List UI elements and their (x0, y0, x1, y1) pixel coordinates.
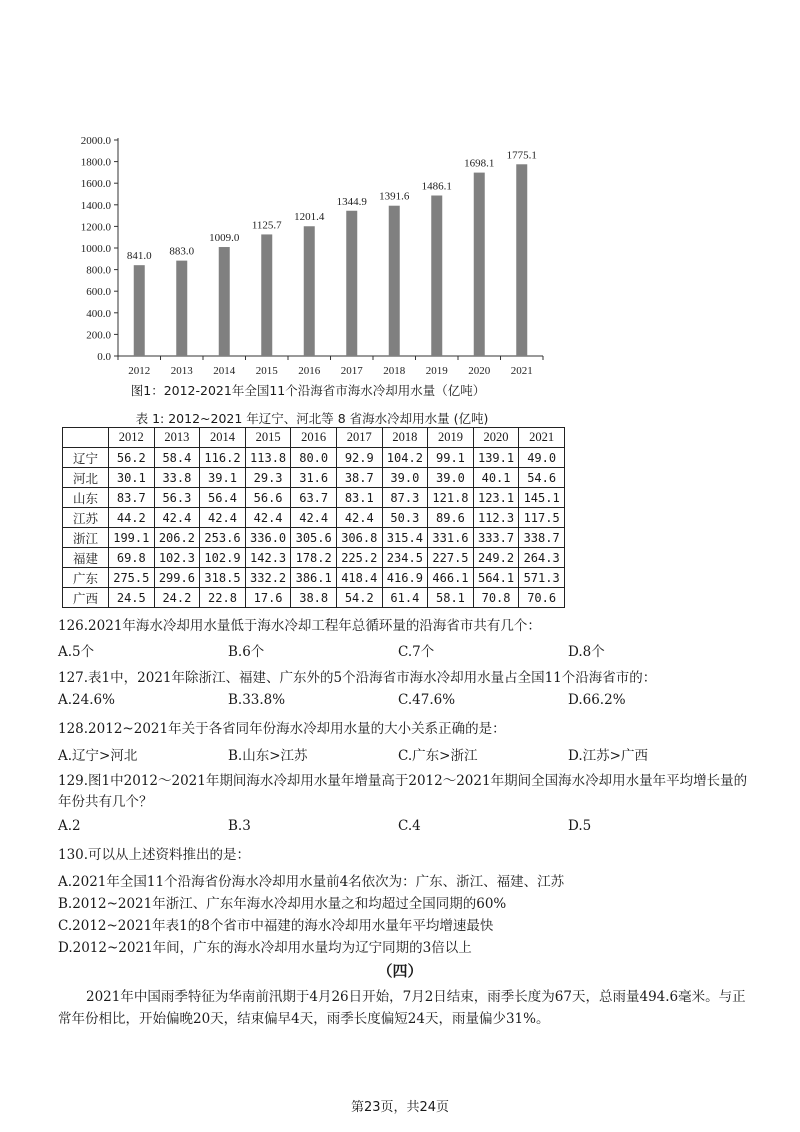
table-cell: 61.4 (382, 588, 428, 608)
table-row-province: 江苏 (63, 508, 109, 528)
option-a: A.辽宁>河北 (58, 748, 138, 764)
table-cell: 145.1 (519, 488, 565, 508)
chart-bars (127, 149, 537, 356)
table-cell: 89.6 (428, 508, 474, 528)
option-d: D.66.2% (568, 692, 626, 708)
table-row (63, 588, 565, 608)
table-header-year: 2018 (382, 428, 428, 448)
bar-value-label: 1775.1 (506, 149, 537, 162)
y-tick-label: 1800.0 (80, 156, 111, 169)
table-cell: 253.6 (200, 528, 246, 548)
table-row (63, 468, 565, 488)
table-row (63, 488, 565, 508)
table-cell: 113.8 (245, 448, 291, 468)
table-cell: 225.2 (336, 548, 382, 568)
option-c: C.4 (398, 818, 421, 834)
table-cell: 39.0 (428, 468, 474, 488)
question-127: 127.表1中，2021年除浙江、福建、广东外的5个沿海省市海水冷却用水量占全国11个沿海省市的： (58, 670, 657, 686)
table-cell: 564.1 (473, 568, 519, 588)
table-cell: 305.6 (291, 528, 337, 548)
table-cell: 299.6 (154, 568, 200, 588)
bar (516, 164, 527, 356)
bar (304, 226, 315, 356)
table-row-province: 浙江 (63, 528, 109, 548)
table-row-province: 广西 (63, 588, 109, 608)
table-cell: 178.2 (291, 548, 337, 568)
x-tick-label: 2014 (213, 365, 236, 377)
table-cell: 38.7 (336, 468, 382, 488)
table-cell: 416.9 (382, 568, 428, 588)
option-a: A.24.6% (58, 692, 115, 708)
table-row (63, 508, 565, 528)
option-d: D.2012~2021年间，广东的海水冷却用水量均为辽宁同期的3倍以上 (58, 940, 472, 956)
page-footer: 第23页，共24页 (350, 1100, 450, 1115)
table-cell: 92.9 (336, 448, 382, 468)
x-tick-label: 2018 (383, 365, 406, 377)
table-row-province: 福建 (63, 548, 109, 568)
x-tick-label: 2019 (425, 365, 448, 377)
bar-value-label: 1344.9 (336, 195, 367, 208)
table-cell: 56.3 (154, 488, 200, 508)
table-cell: 227.5 (428, 548, 474, 568)
table-header-year: 2012 (109, 428, 155, 448)
bar (389, 206, 400, 356)
question-129: 129.图1中2012～2021年期间海水冷却用水量年增量高于2012～2021年期间全国海水冷却用水量年平均增长量的年份共有几个？ (58, 773, 748, 810)
table-cell: 54.2 (336, 588, 382, 608)
option-a: A.2 (58, 818, 81, 834)
table-cell: 44.2 (109, 508, 155, 528)
question-128-options (58, 744, 748, 762)
table-header-year: 2013 (154, 428, 200, 448)
table-row-province: 山东 (63, 488, 109, 508)
option-d: D.5 (568, 818, 592, 834)
table-cell: 466.1 (428, 568, 474, 588)
table-cell: 24.5 (109, 588, 155, 608)
table-cell: 39.0 (382, 468, 428, 488)
table-cell: 112.3 (473, 508, 519, 528)
table-header-year: 2015 (245, 428, 291, 448)
table-cell: 42.4 (200, 508, 246, 528)
table-header-year: 2017 (336, 428, 382, 448)
table-cell: 206.2 (154, 528, 200, 548)
y-tick-label: 1600.0 (80, 178, 111, 191)
table-title: 表 1: 2012~2021 年辽宁、河北等 8 省海水冷却用水量 (亿吨) (135, 411, 489, 426)
table-cell: 70.6 (519, 588, 565, 608)
table-cell: 418.4 (336, 568, 382, 588)
table-cell: 199.1 (109, 528, 155, 548)
option-c: C.7个 (398, 644, 435, 660)
table-cell: 338.7 (519, 528, 565, 548)
section-paragraph: 2021年中国雨季特征为华南前汛期于4月26日开始，7月2日结束，雨季长度为67天，总雨量494.6毫米。与正常年份相比，开始偏晚20天，结束偏早4天，雨季长度偏短24天，雨量偏少31%。 (58, 989, 746, 1027)
table-cell: 39.1 (200, 468, 246, 488)
table-cell: 83.1 (336, 488, 382, 508)
table-cell: 123.1 (473, 488, 519, 508)
table-cell: 17.6 (245, 588, 291, 608)
table-cell: 56.6 (245, 488, 291, 508)
table-cell: 42.4 (291, 508, 337, 528)
table-row (63, 528, 565, 548)
table-header-year: 2020 (473, 428, 519, 448)
table-row (63, 448, 565, 468)
table-cell: 264.3 (519, 548, 565, 568)
option-b: B.山东>江苏 (228, 748, 308, 764)
table-cell: 333.7 (473, 528, 519, 548)
option-a: A.5个 (58, 644, 95, 660)
table-cell: 99.1 (428, 448, 474, 468)
table-cell: 234.5 (382, 548, 428, 568)
table-cell: 87.3 (382, 488, 428, 508)
table-header-row (63, 428, 565, 448)
table-cell: 56.4 (200, 488, 246, 508)
bar (346, 211, 357, 356)
data-table (62, 427, 565, 608)
bar-value-label: 883.0 (169, 245, 195, 258)
table-header-year: 2021 (519, 428, 565, 448)
table-cell: 70.8 (473, 588, 519, 608)
table-cell: 102.3 (154, 548, 200, 568)
table-cell: 30.1 (109, 468, 155, 488)
x-tick-label: 2012 (128, 365, 151, 377)
table-cell: 63.7 (291, 488, 337, 508)
chart-caption: 图1：2012-2021年全国11个沿海省市海水冷却用水量（亿吨） (130, 383, 486, 398)
table-cell: 69.8 (109, 548, 155, 568)
table-cell: 31.6 (291, 468, 337, 488)
table-cell: 104.2 (382, 448, 428, 468)
table-row (63, 548, 565, 568)
bar (176, 261, 187, 356)
option-b: B.2012~2021年浙江、广东年海水冷却用水量之和均超过全国同期的60% (58, 896, 507, 912)
x-tick-label: 2016 (298, 365, 321, 377)
bar-value-label: 1486.1 (421, 180, 452, 193)
table-cell: 121.8 (428, 488, 474, 508)
table-header-year: 2019 (428, 428, 474, 448)
table-header-year: 2016 (291, 428, 337, 448)
table-cell: 42.4 (336, 508, 382, 528)
question-128: 128.2012~2021年关于各省同年份海水冷却用水量的大小关系正确的是： (58, 721, 506, 737)
option-c: C.广东>浙江 (398, 748, 478, 764)
y-tick-label: 800.0 (86, 264, 111, 277)
y-tick-label: 1000.0 (80, 243, 111, 255)
table-cell: 386.1 (291, 568, 337, 588)
option-c: C.2012~2021年表1的8个省市中福建的海水冷却用水量年平均增速最快 (58, 918, 494, 934)
y-tick-label: 2000.0 (80, 135, 111, 147)
y-tick-label: 400.0 (86, 307, 111, 320)
bar (134, 265, 145, 356)
x-tick-label: 2015 (255, 365, 278, 377)
table-cell: 117.5 (519, 508, 565, 528)
table-cell: 42.4 (245, 508, 291, 528)
table-cell: 571.3 (519, 568, 565, 588)
question-130: 130.可以从上述资料推出的是： (58, 847, 251, 863)
table-cell: 38.8 (291, 588, 337, 608)
bar (431, 196, 442, 356)
table-cell: 142.3 (245, 548, 291, 568)
table-cell: 275.5 (109, 568, 155, 588)
question-129-options (58, 818, 748, 836)
table-cell: 40.1 (473, 468, 519, 488)
bar-value-label: 841.0 (126, 250, 152, 263)
table-cell: 33.8 (154, 468, 200, 488)
table-cell: 318.5 (200, 568, 246, 588)
option-d: D.8个 (568, 644, 605, 660)
x-tick-label: 2020 (468, 365, 491, 377)
x-tick-label: 2017 (340, 365, 363, 377)
x-tick-label: 2013 (170, 365, 193, 377)
table-row-province: 河北 (63, 468, 109, 488)
question-127-options (58, 692, 748, 710)
option-b: B.33.8% (228, 692, 286, 708)
table-cell: 331.6 (428, 528, 474, 548)
table-body (63, 448, 565, 608)
x-tick-label: 2021 (510, 365, 533, 377)
table-cell: 315.4 (382, 528, 428, 548)
option-c: C.47.6% (398, 692, 456, 708)
table-cell: 306.8 (336, 528, 382, 548)
question-126: 126.2021年海水冷却用水量低于海水冷却工程年总循环量的沿海省市共有几个： (58, 618, 541, 634)
section-title: （四） (377, 962, 423, 980)
table-cell: 80.0 (291, 448, 337, 468)
table-cell: 24.2 (154, 588, 200, 608)
table-cell: 83.7 (109, 488, 155, 508)
bar-chart (58, 130, 558, 400)
option-d: D.江苏>广西 (568, 748, 648, 764)
table-cell: 58.1 (428, 588, 474, 608)
bar-value-label: 1391.6 (379, 190, 410, 203)
bar-value-label: 1125.7 (251, 219, 282, 232)
table-cell: 54.6 (519, 468, 565, 488)
table-cell: 139.1 (473, 448, 519, 468)
question-126-options (58, 640, 748, 658)
y-tick-label: 200.0 (86, 329, 111, 342)
table-cell: 58.4 (154, 448, 200, 468)
table-cell: 102.9 (200, 548, 246, 568)
table-cell: 116.2 (200, 448, 246, 468)
y-tick-label: 1200.0 (80, 221, 111, 234)
option-b: B.3 (228, 818, 251, 834)
bar (261, 234, 272, 356)
table-cell: 49.0 (519, 448, 565, 468)
bar (219, 247, 230, 356)
table-row (63, 568, 565, 588)
table-row-province: 辽宁 (63, 448, 109, 468)
bar-value-label: 1009.0 (209, 232, 240, 245)
bar-value-label: 1698.1 (464, 157, 495, 170)
table-cell: 50.3 (382, 508, 428, 528)
option-b: B.6个 (228, 644, 265, 660)
bar-value-label: 1201.4 (294, 211, 325, 224)
table-cell: 42.4 (154, 508, 200, 528)
table-cell: 22.8 (200, 588, 246, 608)
y-tick-label: 600.0 (86, 286, 111, 299)
table-cell: 56.2 (109, 448, 155, 468)
option-a: A.2021年全国11个沿海省份海水冷却用水量前4名依次为：广东、浙江、福建、江苏 (58, 874, 565, 890)
table-cell: 332.2 (245, 568, 291, 588)
table-header-corner (63, 428, 109, 448)
bar (474, 173, 485, 356)
table-row-province: 广东 (63, 568, 109, 588)
y-tick-label: 1400.0 (80, 199, 111, 212)
y-tick-label: 0.0 (97, 351, 111, 363)
table-cell: 336.0 (245, 528, 291, 548)
table-cell: 29.3 (245, 468, 291, 488)
table-header-year: 2014 (200, 428, 246, 448)
table-cell: 249.2 (473, 548, 519, 568)
